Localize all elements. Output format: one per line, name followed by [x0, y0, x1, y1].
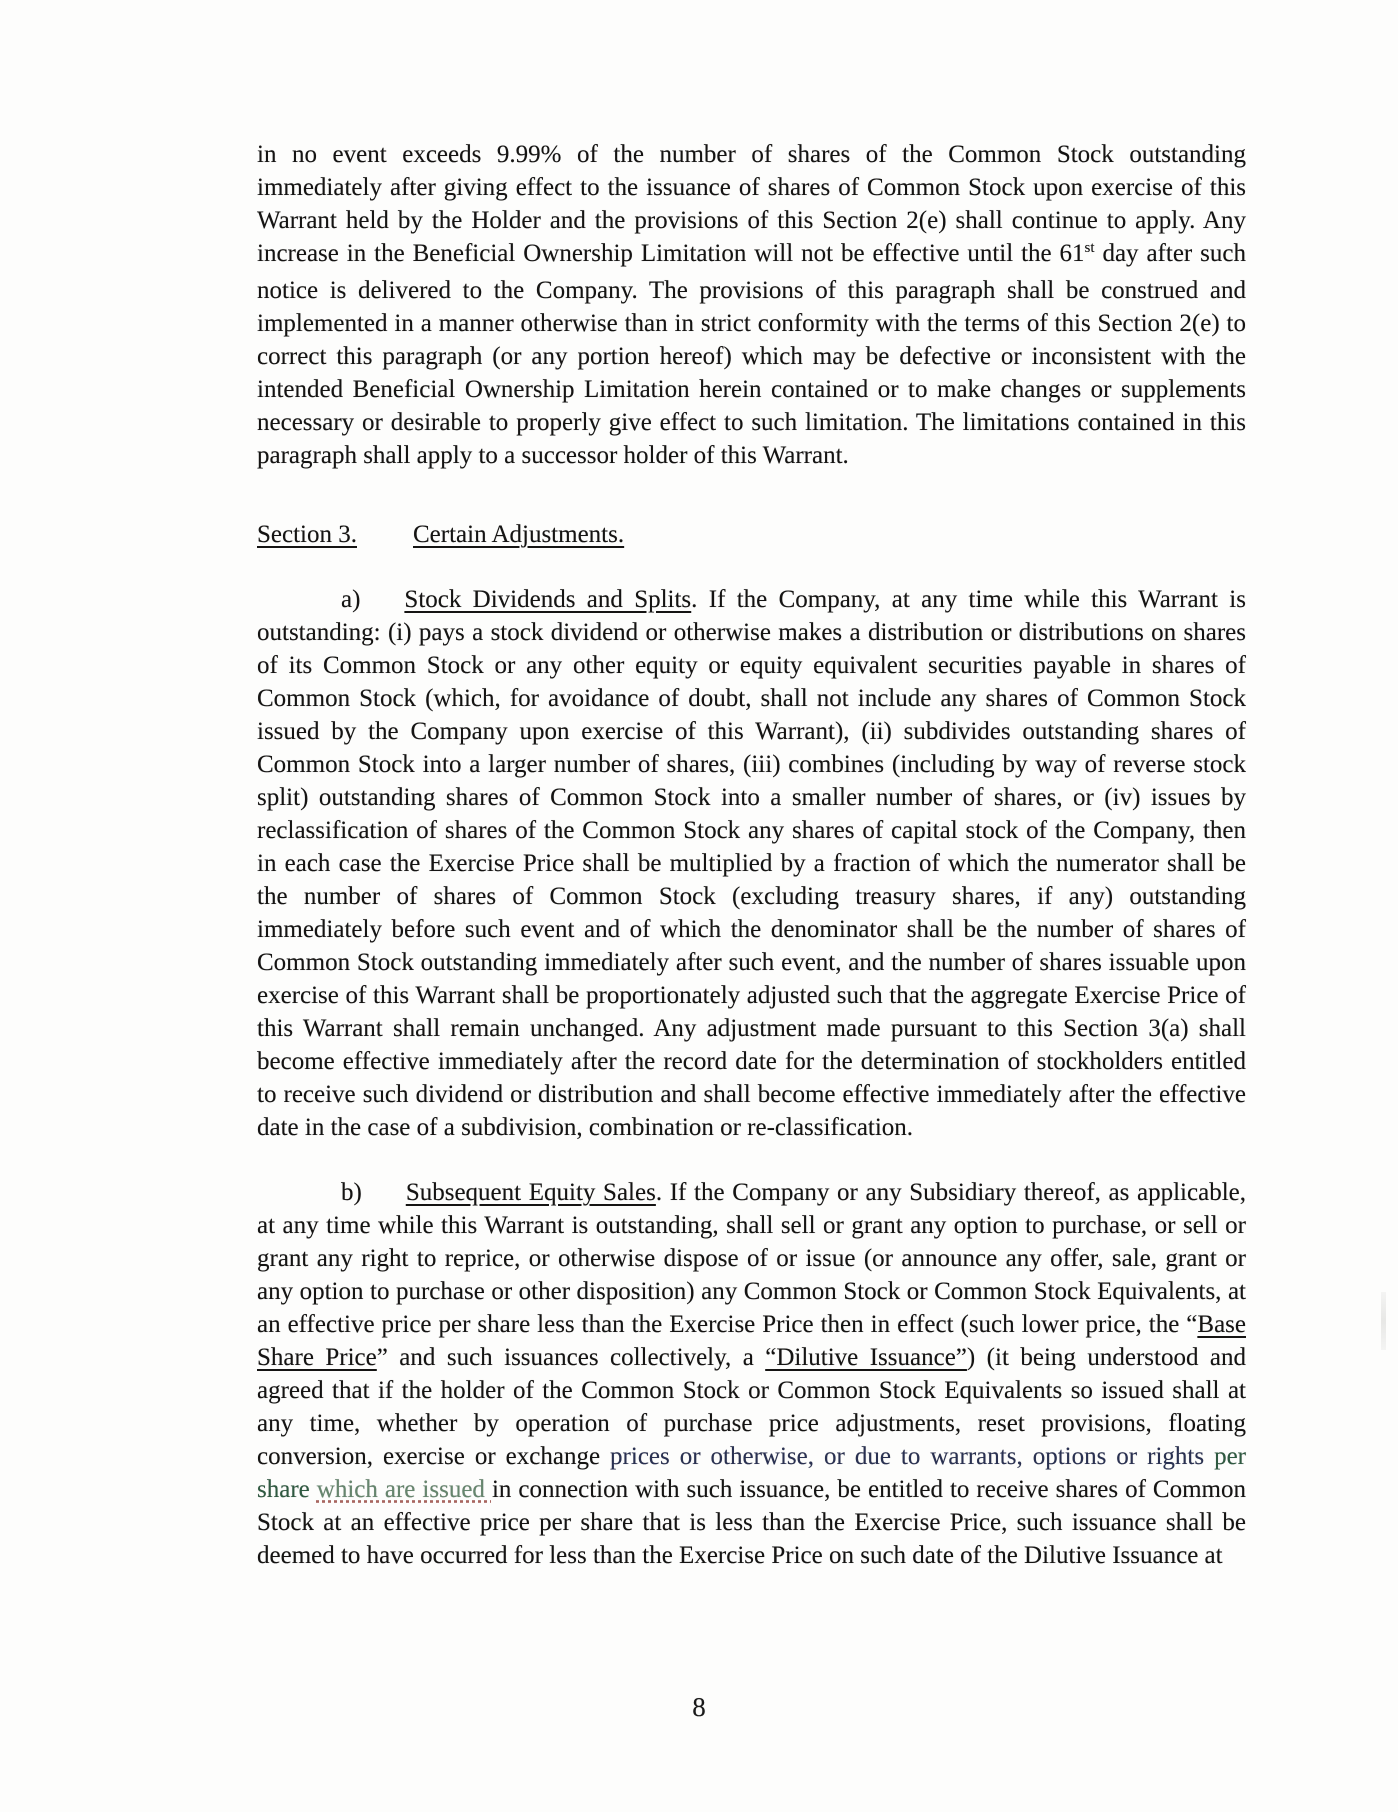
paragraph-text: in no event exceeds 9.99% of the number of shares of the Common Stock outstanding immediately after giving effect to the issuance of shares of Common Stock upon exercise of this Warrant held by the Holder and the provisions of this Section 2(e) shall continue to apply. Any increase in the Beneficial Ownership Limitation will not be effective until the 61 [257, 141, 1246, 267]
scan-tint-text-blue: prices or otherwise, or due to warrants, options or rights [610, 1443, 1215, 1470]
item-body-b: ” and such issuances collectively, a [376, 1344, 766, 1371]
item-term-b: Subsequent Equity Sales [405, 1179, 656, 1206]
section-title: Certain Adjustments. [413, 521, 625, 548]
document-body [257, 138, 1246, 1572]
scan-tint-text-green: per share [257, 1443, 1246, 1503]
superscript-ordinal: st [1084, 240, 1095, 256]
paragraph-b [257, 1176, 1246, 1572]
item-term-a: Stock Dividends and Splits [404, 586, 692, 613]
item-body-b: ) (it being understood and agreed that if the holder of the Common Stock or Common Stock Equivalents so issued shall at any time, whether by operation of purchase price adjustments, reset provisions, floating conversion, exercise or exchange [257, 1344, 1246, 1470]
continuation-paragraph [257, 138, 1246, 472]
scan-tint-text-faded: which are issued [316, 1476, 492, 1503]
item-body-b: . If the Company or any Subsidiary thereof, as applicable, at any time while this Warrant is outstanding, shall sell or grant any option to purchase, or sell or grant any right to reprice, or otherwise dispose of or issue (or announce any offer, sale, grant or any option to purchase or other disposition) any Common Stock or Common Stock Equivalents, at an effective price per share less than the Exercise Price then in effect (such lower price, the “ [257, 1179, 1246, 1338]
section-label: Section 3. [257, 521, 357, 548]
defined-term-dilutive-issuance: “Dilutive Issuance” [765, 1344, 967, 1371]
section-heading [257, 518, 1246, 551]
paragraph-a [257, 583, 1246, 1144]
item-body-b: in connection with such issuance, be entitled to receive shares of Common Stock at an effective price per share that is less than the Exercise Price, such issuance shall be deemed to have occurred for less than the Exercise Price on such date of the Dilutive Issuance at [257, 1476, 1246, 1569]
paragraph-text: day after such notice is delivered to the Company. The provisions of this paragraph shall be construed and implemented in a manner otherwise than in strict conformity with the terms of this Section 2(e) to correct this paragraph (or any portion hereof) which may be defective or inconsistent with the intended Beneficial Ownership Limitation herein contained or to make changes or supplements necessary or desirable to properly give effect to such limitation. The limitations contained in this paragraph shall apply to a successor holder of this Warrant. [257, 240, 1246, 469]
defined-term-base-share-price: Base Share Price [257, 1311, 1246, 1371]
item-label-a: a) [341, 586, 361, 613]
item-body-a: . If the Company, at any time while this Warrant is outstanding: (i) pays a stock dividend or otherwise makes a distribution or distributions on shares of its Common Stock or any other equity or equity equivalent securities payable in shares of Common Stock (which, for avoidance of doubt, shall not include any shares of Common Stock issued by the Company upon exercise of this Warrant), (ii) subdivides outstanding shares of Common Stock into a larger number of shares, (iii) combines (including by way of reverse stock split) outstanding shares of Common Stock into a smaller number of shares, or (iv) issues by reclassification of shares of the Common Stock any shares of capital stock of the Company, then in each case the Exercise Price shall be multiplied by a fraction of which the numerator shall be the number of shares of Common Stock (excluding treasury shares, if any) outstanding immediately before such event and of which the denominator shall be the number of shares of Common Stock outstanding immediately after such event, and the number of shares issuable upon exercise of this Warrant shall be proportionately adjusted such that the aggregate Exercise Price of this Warrant shall remain unchanged. Any adjustment made pursuant to this Section 3(a) shall become effective immediately after the record date for the determination of stockholders entitled to receive such dividend or distribution and shall become effective immediately after the effective date in the case of a subdivision, combination or re-classification. [257, 586, 1246, 1141]
scan-artifact-line [1381, 1292, 1386, 1350]
page-number: 8 [692, 1692, 706, 1722]
item-label-b: b) [341, 1179, 362, 1206]
